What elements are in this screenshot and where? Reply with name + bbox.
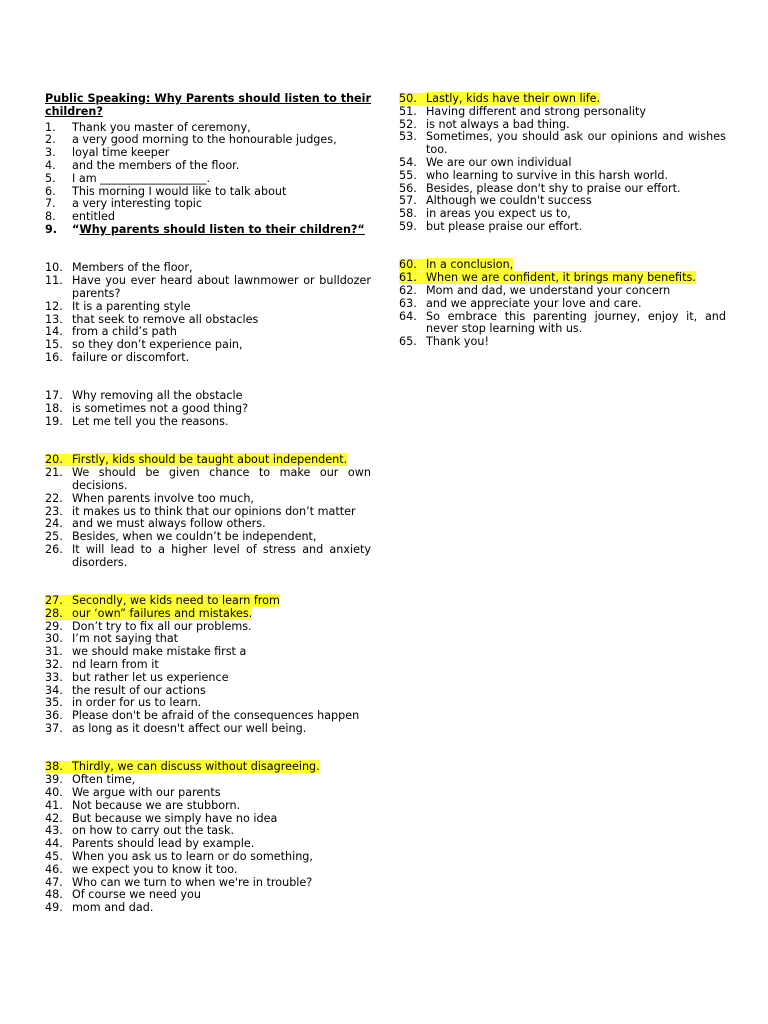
line-number: 28. <box>45 608 72 621</box>
line-number: 45. <box>45 850 63 864</box>
line-text-content: Thank you! <box>426 335 489 349</box>
line-number: 39. <box>45 773 63 787</box>
line-number: 33. <box>45 670 63 684</box>
line-number: 7. <box>45 197 56 211</box>
line-text <box>426 131 726 157</box>
line-number: 31. <box>45 645 63 659</box>
speech-lines-left <box>45 122 371 915</box>
speech-line-16 <box>45 352 371 365</box>
line-number: 6. <box>45 184 56 198</box>
line-number: 19. <box>45 414 63 428</box>
line-number: 32. <box>45 658 63 672</box>
line-text <box>72 416 371 429</box>
line-text-content: But because we simply have no idea <box>72 811 278 825</box>
line-text-content: is sometimes not a good thing? <box>72 402 249 416</box>
line-text-content: Often time, <box>72 773 136 787</box>
left-column <box>45 93 371 915</box>
line-number: 36. <box>45 709 63 723</box>
line-number: 53. <box>399 130 417 144</box>
line-text <box>72 544 371 570</box>
speech-title: Public Speaking: Why Parents should listen to their children? <box>45 92 371 118</box>
line-text-content: I am ___________________. <box>72 171 211 185</box>
speech-line-53 <box>399 131 726 157</box>
line-text-content: When parents involve too much, <box>72 491 254 505</box>
line-text <box>426 221 726 234</box>
line-number: 4. <box>45 158 56 172</box>
line-number: 26. <box>45 542 63 556</box>
line-text <box>72 198 371 211</box>
line-number: 44. <box>45 837 63 851</box>
line-number: 20. <box>45 454 72 467</box>
line-text-content: We argue with our parents <box>72 786 221 800</box>
line-text <box>72 902 371 915</box>
line-number: 57. <box>399 194 417 208</box>
line-text <box>72 352 371 365</box>
line-number: 14. <box>45 325 63 339</box>
line-number: 56. <box>399 181 417 195</box>
line-text <box>426 336 726 349</box>
line-number: 24. <box>45 517 63 531</box>
line-number: 29. <box>45 619 63 633</box>
line-text-content: Mom and dad, we understand your concern <box>426 283 671 297</box>
speech-lines-right <box>399 93 726 349</box>
line-text-content: and we must always follow others. <box>72 517 266 531</box>
line-text-content: Although we couldn't success <box>426 194 592 208</box>
line-text-content: Let me tell you the reasons. <box>72 414 229 428</box>
line-number: 58. <box>399 207 417 221</box>
line-text-content: but please praise our effort. <box>426 219 583 233</box>
line-text-content: Why removing all the obstacle <box>72 389 243 403</box>
line-number: 41. <box>45 798 63 812</box>
line-number: 62. <box>399 283 417 297</box>
line-number: 2. <box>45 133 56 147</box>
line-text-content: from a child’s path <box>72 325 177 339</box>
line-text-content: Thirdly, we can discuss without disagreeing. <box>72 760 320 774</box>
line-number: 46. <box>45 862 63 876</box>
line-text-content: Why parents should listen to their children?“ <box>79 222 365 236</box>
line-number: 37. <box>45 722 63 736</box>
line-number: 47. <box>45 875 63 889</box>
line-text-content: Lastly, kids have their own life. <box>426 92 601 105</box>
line-number: 40. <box>45 786 63 800</box>
line-text <box>72 723 371 736</box>
line-number: 8. <box>45 210 56 224</box>
line-number: 34. <box>45 683 63 697</box>
line-text-content: in areas you expect us to, <box>426 207 571 221</box>
speech-line-19 <box>45 416 371 429</box>
line-number: 43. <box>45 824 63 838</box>
line-text-content: we should make mistake first a <box>72 645 247 659</box>
line-number: 35. <box>45 696 63 710</box>
speech-line-64 <box>399 311 726 337</box>
line-text-content: and the members of the floor. <box>72 158 240 172</box>
line-number: 13. <box>45 312 63 326</box>
line-number: 59. <box>399 219 417 233</box>
line-number: 49. <box>45 901 63 915</box>
line-text-content: Who can we turn to when we're in trouble? <box>72 875 313 889</box>
line-number: 50. <box>399 93 426 106</box>
line-number: 42. <box>45 811 63 825</box>
line-number: 65. <box>399 335 417 349</box>
line-text-content: Besides, when we couldn’t be independent, <box>72 530 317 544</box>
line-text-content: We are our own individual <box>426 155 572 169</box>
line-number: 1. <box>45 120 56 134</box>
line-text-content: So embrace this parenting journey, enjoy it, and never stop learning with us. <box>426 309 726 336</box>
line-text-content: nd learn from it <box>72 658 159 672</box>
line-number: 21. <box>45 466 63 480</box>
line-text-content: as long as it doesn't affect our well being. <box>72 722 307 736</box>
line-number: 54. <box>399 155 417 169</box>
line-text-content: it makes us to think that our opinions don’t matter <box>72 504 356 518</box>
line-number: 52. <box>399 117 417 131</box>
line-text-content: It will lead to a higher level of stress and anxiety disorders. <box>72 542 371 569</box>
line-number: 64. <box>399 309 417 323</box>
line-text-content: mom and dad. <box>72 901 154 915</box>
speech-line-26 <box>45 544 371 570</box>
line-text-content: Sometimes, you should ask our opinions and wishes too. <box>426 130 726 157</box>
line-text-content: that seek to remove all obstacles <box>72 312 259 326</box>
line-text <box>72 224 371 237</box>
speech-line-9 <box>45 224 371 237</box>
line-number: 61. <box>399 272 426 285</box>
line-text-content: our ‘own” failures and mistakes. <box>72 606 253 620</box>
line-text-content: Parents should lead by example. <box>72 837 255 851</box>
line-text-content: Secondly, we kids need to learn from <box>72 594 280 608</box>
line-number: 55. <box>399 168 417 182</box>
open-quote: “ <box>72 222 80 236</box>
line-number: 15. <box>45 338 63 352</box>
line-text-content: Don’t try to fix all our problems. <box>72 619 252 633</box>
line-number: 17. <box>45 389 63 403</box>
speech-line-11 <box>45 275 371 301</box>
line-text <box>72 467 371 493</box>
line-number: 3. <box>45 146 56 160</box>
line-number: 25. <box>45 530 63 544</box>
line-text <box>72 275 371 301</box>
line-text-content: When you ask us to learn or do something, <box>72 850 313 864</box>
line-text-content: Have you ever heard about lawnmower or bulldozer parents? <box>72 274 371 300</box>
line-number: 51. <box>399 104 417 118</box>
line-number: 16. <box>45 350 63 364</box>
line-text-content: We should be given chance to make our own decisions. <box>72 466 371 492</box>
right-column <box>399 93 726 349</box>
line-number: 22. <box>45 491 63 505</box>
line-number: 38. <box>45 761 72 774</box>
line-text-content: It is a parenting style <box>72 299 191 313</box>
line-text-content: a very interesting topic <box>72 197 203 211</box>
line-text-content: entitled <box>72 210 115 224</box>
line-number: 48. <box>45 888 63 902</box>
line-text-content: I’m not saying that <box>72 632 179 646</box>
speech-line-49 <box>45 902 371 915</box>
line-text-content: we expect you to know it too. <box>72 862 238 876</box>
line-number: 11. <box>45 274 63 288</box>
speech-line-27 <box>45 595 371 608</box>
line-text <box>72 595 371 608</box>
line-text-content: is not always a bad thing. <box>426 117 570 131</box>
line-number: 10. <box>45 261 63 275</box>
line-text-content: Not because we are stubborn. <box>72 798 241 812</box>
line-text-content: failure or discomfort. <box>72 350 190 364</box>
line-number: 5. <box>45 171 56 185</box>
line-text-content: but rather let us experience <box>72 670 229 684</box>
line-text-content: Please don't be afraid of the consequences happen <box>72 709 360 723</box>
line-text-content: This morning I would like to talk about <box>72 184 287 198</box>
line-text-content: and we appreciate your love and care. <box>426 296 642 310</box>
line-text-content: on how to carry out the task. <box>72 824 235 838</box>
line-text-content: loyal time keeper <box>72 146 170 160</box>
line-number: 27. <box>45 595 72 608</box>
speech-line-59 <box>399 221 726 234</box>
line-text-content: Members of the floor, <box>72 261 193 275</box>
line-text-content: a very good morning to the honourable judges, <box>72 133 337 147</box>
line-text-content: who learning to survive in this harsh world. <box>426 168 669 182</box>
line-text-content: Of course we need you <box>72 888 201 902</box>
line-text-content: Having different and strong personality <box>426 104 647 118</box>
line-number: 9. <box>45 222 58 236</box>
line-text-content: Besides, please don't shy to praise our effort. <box>426 181 681 195</box>
line-text <box>426 311 726 337</box>
line-text-content: the result of our actions <box>72 683 206 697</box>
line-text-content: Thank you master of ceremony, <box>72 120 251 134</box>
speech-line-21 <box>45 467 371 493</box>
speech-line-65 <box>399 336 726 349</box>
line-text-content: When we are confident, it brings many benefits. <box>426 271 696 285</box>
line-number: 18. <box>45 402 63 416</box>
line-number: 12. <box>45 299 63 313</box>
line-number: 63. <box>399 296 417 310</box>
line-number: 60. <box>399 259 426 272</box>
line-text-content: Firstly, kids should be taught about independent. <box>72 453 348 467</box>
line-text-content: so they don’t experience pain, <box>72 338 243 352</box>
line-number: 23. <box>45 504 63 518</box>
line-text-content: In a conclusion, <box>426 258 514 272</box>
speech-line-37 <box>45 723 371 736</box>
line-text-content: in order for us to learn. <box>72 696 202 710</box>
line-number: 30. <box>45 632 63 646</box>
